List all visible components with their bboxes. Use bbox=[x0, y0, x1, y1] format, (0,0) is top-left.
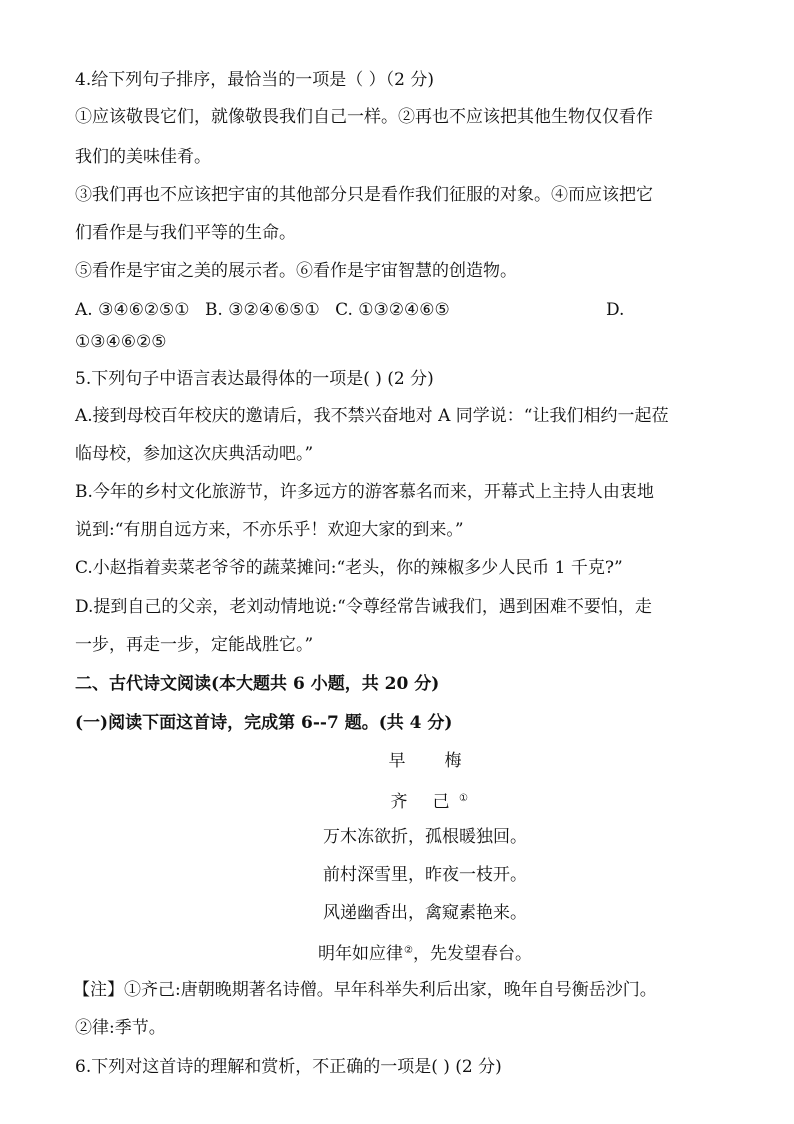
q6-stem: 6.下列对这首诗的理解和赏析，不正确的一项是( ) (2 分) bbox=[75, 1057, 502, 1077]
footnote-mark: ② bbox=[404, 945, 413, 956]
poem-note: 【注】①齐己:唐朝晚期著名诗僧。早年科举失利后出家，晚年自号衡岳沙门。 bbox=[73, 980, 657, 1000]
section-subheading: (一)阅读下面这首诗，完成第 6--7 题。(共 4 分) bbox=[75, 713, 453, 733]
poem-note: ②律:季节。 bbox=[75, 1018, 166, 1038]
poem-line: 明年如应律②，先发望春台。 bbox=[318, 944, 532, 964]
poem-line: 前村深雪里，昨夜一枝开。 bbox=[323, 865, 527, 885]
poem-line: 万木冻欲折，孤根暖独回。 bbox=[323, 827, 527, 847]
q4-text-line: ⑤看作是宇宙之美的展示者。⑥看作是宇宙智慧的创造物。 bbox=[75, 261, 517, 281]
section-heading: 二、古代诗文阅读(本大题共 6 小题，共 20 分) bbox=[75, 674, 440, 694]
q5-text-line: D.提到自己的父亲，老刘动情地说:“令尊经常告诫我们，遇到困难不要怕，走 bbox=[75, 597, 652, 617]
poem-line: 风递幽香出，禽窥素艳来。 bbox=[323, 903, 527, 923]
q4-options-row bbox=[75, 299, 723, 321]
q5-text-line: 一步，再走一步，定能战胜它。” bbox=[75, 635, 314, 655]
footnote-mark: ① bbox=[459, 793, 468, 804]
poem-author: 齐 己 ① bbox=[75, 788, 775, 813]
q5-text-line: 说到:“有朋自远方来，不亦乐乎！欢迎大家的到来。” bbox=[75, 520, 464, 540]
q4-stem: 4.给下列句子排序，最恰当的一项是（ ）（2 分) bbox=[75, 70, 434, 90]
q4-option-c: C. ①③②④⑥⑤ bbox=[335, 300, 450, 320]
q4-option-d-value: ①③④⑥②⑤ bbox=[75, 332, 167, 352]
q5-text-line: B.今年的乡村文化旅游节，许多远方的游客慕名而来，开幕式上主持人由衷地 bbox=[75, 482, 654, 502]
q5-text-line: A.接到母校百年校庆的邀请后，我不禁兴奋地对 A 同学说：“让我们相约一起莅 bbox=[75, 406, 669, 426]
q5-text-line: C.小赵指着卖菜老爷爷的蔬菜摊问:“老头，你的辣椒多少人民币 1 千克?” bbox=[75, 558, 623, 578]
q4-text-line: 我们的美味佳肴。 bbox=[75, 147, 211, 167]
q4-option-a: A. ③④⑥②⑤① bbox=[75, 300, 190, 320]
q4-text-line: 们看作是与我们平等的生命。 bbox=[75, 223, 296, 243]
q4-text-line: ①应该敬畏它们，就像敬畏我们自己一样。②再也不应该把其他生物仅仅看作 bbox=[75, 107, 653, 127]
poem-title: 早 梅 bbox=[388, 751, 462, 771]
q4-option-b: B. ③②④⑥⑤① bbox=[204, 300, 320, 320]
q5-stem: 5.下列句子中语言表达最得体的一项是( ) (2 分) bbox=[75, 369, 434, 389]
q4-text-line: ③我们再也不应该把宇宙的其他部分只是看作我们征服的对象。④而应该把它 bbox=[75, 185, 653, 205]
q4-option-d-label: D. bbox=[606, 300, 625, 320]
q5-text-line: 临母校，参加这次庆典活动吧。” bbox=[75, 444, 314, 464]
